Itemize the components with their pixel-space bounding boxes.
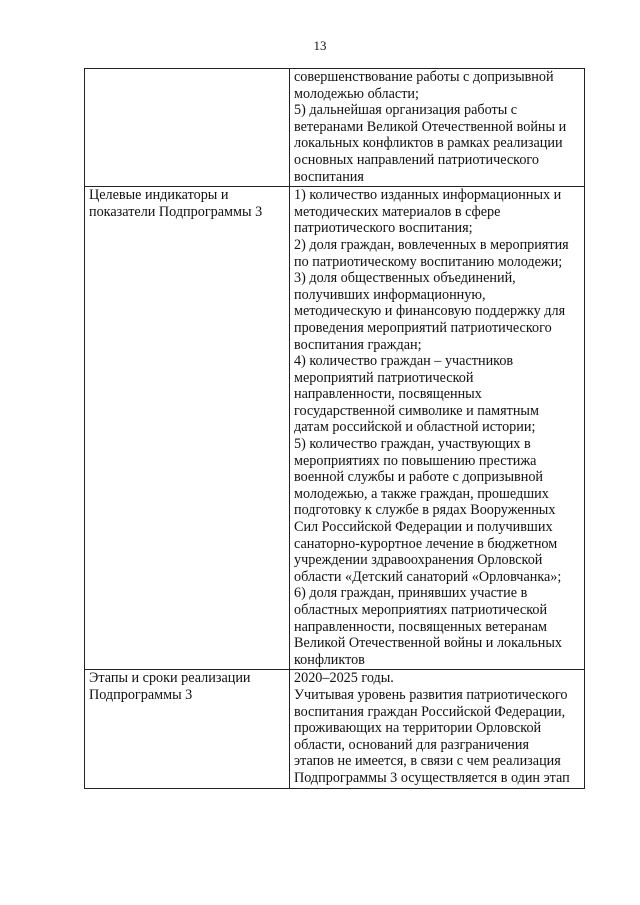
continued-tasks-row [85,69,585,187]
label-line: показатели Подпрограммы 3 [89,203,263,220]
value-line: по патриотическому воспитанию молодежи; [294,253,563,270]
value-line: проведения мероприятий патриотического [294,319,552,336]
value-line: Учитывая уровень развития патриотического [294,686,568,703]
row-value-cell [290,670,585,788]
value-line: Великой Отечественной войны и локальных [294,635,562,652]
value-line: 2) доля граждан, вовлеченных в мероприятия [294,236,569,253]
value-line: получивших информационную, [294,286,486,303]
row-label-cell [85,187,290,670]
value-line: санаторно-курортное лечение в бюджетном [294,535,558,552]
value-line: областных мероприятиях патриотической [294,602,548,618]
value-line: воспитания [294,168,364,185]
value-line: этапов не имеется, в связи с чем реализация [294,753,561,770]
value-line: 5) количество граждан, участвующих в [294,436,531,453]
value-line: области «Детский санаторий «Орловчанка»; [294,568,562,585]
value-line: локальных конфликтов в рамках реализации [294,135,563,152]
value-line: Сил Российской Федерации и получивших [294,519,553,536]
value-line: совершенствование работы с допризывной [294,69,554,85]
label-line: Целевые индикаторы и [89,187,229,204]
label-line: Этапы и сроки реализации [89,670,251,687]
row-label-cell [85,670,290,788]
row-value-cell [290,69,585,187]
page-number: 13 [313,38,327,53]
subprogram-passport-table [84,68,585,789]
value-line: методических материалов в сфере [294,203,501,220]
value-line: области, оснований для разграничения [294,736,529,753]
value-line: мероприятиях по повышению престижа [294,452,537,469]
stages-terms-row [85,670,585,788]
value-line: государственной символике и памятным [294,402,539,419]
value-line: направленности, посвященных ветеранам [294,618,548,635]
value-line: Подпрограммы 3 осуществляется в один этап [294,769,570,786]
value-line: направленности, посвященных [294,386,482,403]
row-value-cell [290,187,585,670]
value-line: учреждении здравоохранения Орловской [294,552,543,569]
label-line: Подпрограммы 3 [89,686,193,703]
value-line: мероприятий патриотической [294,369,474,386]
value-line: 2020–2025 годы. [294,670,394,687]
value-line: проживающих на территории Орловской [294,720,542,737]
value-line: 3) доля общественных объединений, [294,270,516,287]
value-line: методическую и финансовую поддержку для [294,303,566,320]
value-line: основных направлений патриотического [294,151,539,168]
target-indicators-row [85,187,585,670]
value-line: 5) дальнейшая организация работы с [294,102,518,119]
value-line: воспитания граждан Российской Федерации, [294,703,566,720]
value-line: ветеранами Великой Отечественной войны и [294,118,567,135]
value-line: конфликтов [294,651,365,668]
value-line: 1) количество изданных информационных и [294,187,562,204]
value-line: молодежью, а также граждан, прошедших [294,485,549,502]
value-line: молодежью области; [294,85,419,102]
value-line: 4) количество граждан – участников [294,353,514,370]
value-line: патриотического воспитания; [294,220,473,237]
value-line: воспитания граждан; [294,336,422,353]
row-label-cell [85,69,290,187]
value-line: датам российской и областной истории; [294,419,536,436]
value-line: 6) доля граждан, принявших участие в [294,585,528,602]
value-line: подготовку к службе в рядах Вооруженных [294,502,556,519]
value-line: военной службы и работе с допризывной [294,469,544,486]
